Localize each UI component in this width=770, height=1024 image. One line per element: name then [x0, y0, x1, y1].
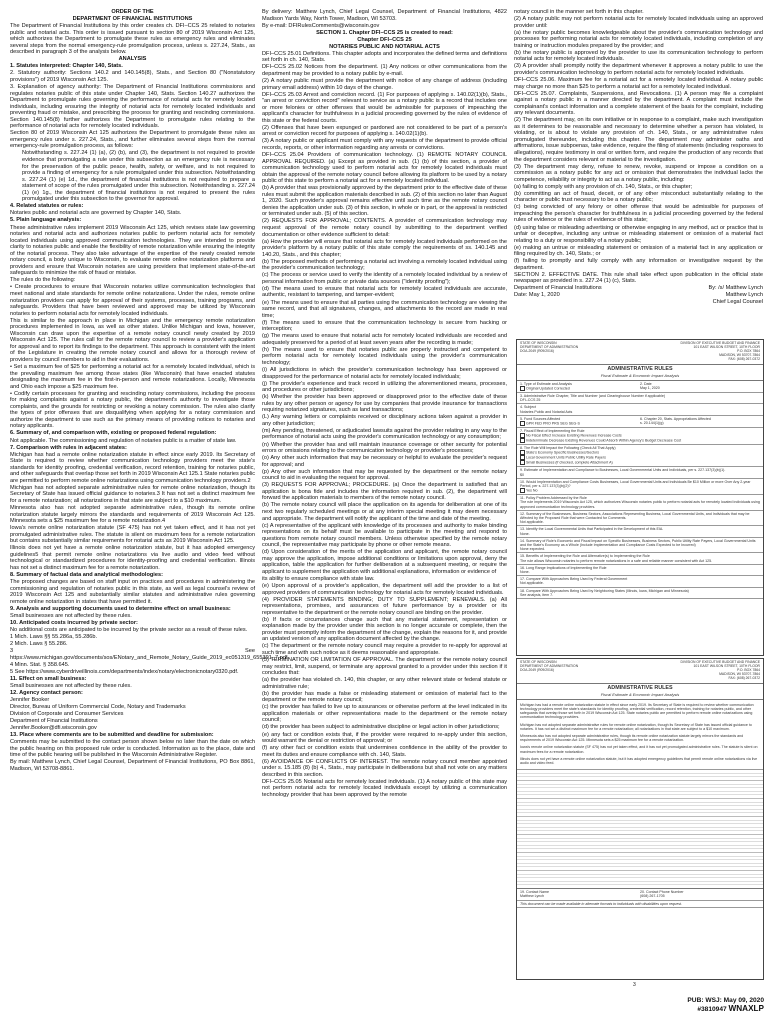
paragraph: Iowa's remote online notarization statute (SF 475) has not yet taken effect, and it has not yet promulgated administrative rules. The statute is silent on maximum fees for a remote notarization but contains substantially similar requirements for notarial acts as 2019 Wisconsin Act 125.	[10, 525, 255, 545]
form-row	[517, 511, 763, 527]
form-row	[517, 538, 763, 554]
paragraph: The proposed changes are based on staff input on practices and procedures in administering the commissioning and regulation of notaries public in this state, as well as legal counsel's review of 2019 Wisconsin Act 125 and substantially similar statutes and administrative rules governing remote online notarization in states that have permitted it.	[10, 578, 255, 605]
field-value: None.	[520, 570, 530, 575]
footnote: 3 See https://www.michigan.gov/documents/sos/ENotary_and_Remote_Notary_Guide_2019_ec051319_655391_7.pdf.	[10, 647, 289, 661]
paragraph: (3) A notary public or applicant must comply with any requests of the department to provide official records, reports, or other information regarding any arrests or convictions.	[262, 138, 507, 151]
field-label: 14. Summary of Rule's Economic and Fiscal Impact on Specific Businesses, Business Sectors, Public Utility Rate Payers, Local Governmental Units and the State's Economy as a Whole (Include Implementation and Compliance Costs Expected to be Incurred)	[520, 538, 756, 547]
section-heading: 9. Analysis and supporting documents used to determine effect on small business:	[10, 605, 231, 612]
paragraph: (c) the provider has failed to live up to assurances or otherwise perform at the level indicated in its application materials or other representations made to the department or the remote notary council;	[262, 704, 507, 724]
paragraph: (c) The process or service used to verify the identity of a remotely located individual by a review of personal information from public or private data sources ("identity proofing");	[262, 272, 507, 285]
field-label: 13. Identify the Local Governmental Units that Participated in the Development of this EIA.	[520, 527, 664, 532]
paragraph: 2. Statutory authority: Sections 140.2 and 140.145(8), Stats., and Section 80 ("Nonstatutory provisions") of 2019 Wisconsin Act 125.	[10, 70, 255, 83]
paragraph: 3. Explanation of agency authority: The Department of Financial Institutions commissions and regulates notaries public of this state under Chapter 140, Stats. Section 140.27 authorizes the Department to promulgate rules governing the performance of notarial acts for remotely located individuals, including ensuring the integrity of notarial acts for remotely located individuals and preventing fraud or mistake, and prescribing the process for granting and rescinding commissions. Section 140.145(8) further authorizes the Department to promulgate rules relating to the performance of notarial acts for remotely located individuals.	[10, 84, 255, 130]
form-row	[517, 404, 763, 415]
checkbox-icon	[520, 386, 525, 391]
paragraph: DFI–CCS 25.07. Complaints, Suspensions, and Revocations. (1) A person may file a complaint against a notary public in a manner directed by the department. A complaint must include the complainant's contact information and a complete statement of the basis for the complaint, including any relevant documents.	[514, 90, 763, 117]
section-heading: 4. Related statutes or rules:	[10, 203, 84, 210]
paragraph: (c) The department or the remote notary council may require a provider to re-apply for approval at such time and with such notice as it deems reasonable and appropriate.	[262, 643, 507, 656]
form-row	[517, 416, 763, 428]
quoted-paragraph: Notwithstanding s. 227.24 (1) (a), (2) (b), and (3), the department is not required to provide evidence that promulgating a rule under this subsection as an emergency rule is necessary for the preservation of the public peace, health, safety, or welfare, and is not required to provide a finding of emergency for a rule promulgated under this subsection. Notwithstanding s. 227.24 (1) (e) 1d., the department of financial institutions is not required to prepare a statement of scope of the rules promulgated under this subsection. Notwithstanding s. 227.24 (1) (e) 1g., the department of financial institutions is not required to present the rules promulgated under this subsection to the governor for approval.	[22, 150, 255, 203]
form-row	[517, 588, 763, 599]
paragraph: Michigan has had a remote online notarization statute in effect since early 2019. Its Secretary of State is required to review whether communication technology providers meet the state's standards for identity proofing, credential verification, record retention, training for notaries public, and other safeguards that overlap those set forth in 2019 Wisconsin Act 125.1 State notaries public are permitted to perform remote online notarizations using communication technology providers.2	[10, 451, 255, 484]
paragraph: Minnesota also has not adopted separate administrative rules, though its remote online notarization statute largely mirrors the standards and requirements of 2019 Wisconsin Act 125. Minnesota sets a $25 maximum fee for a remote notarization.4	[10, 504, 255, 525]
field-label: 7. Fiscal Effect of Implementing the Rule	[520, 428, 585, 433]
paragraph: By mail: Matthew Lynch, Chief Legal Counsel, Department of Financial Institutions, PO Box 8861, Madison, WI 53708-8861.	[10, 759, 255, 772]
field-label: 18. Compare With Approaches Being Used by Neighboring States (Illinois, Iowa, Michigan and Minnesota)	[520, 588, 689, 593]
form-row	[517, 495, 763, 511]
paragraph: (3) REQUESTS FOR APPROVAL; PROCEDURE. (a) Once the department is satisfied that an application is bona fide and includes the information required in sub. (2), the department will forward the application materials to members of the remote notary council.	[262, 482, 507, 502]
paragraph: (e) Upon approval of a provider's application, the department will add the provider to a list of approved providers of communication technology for notarial acts for remotely located individuals.	[262, 582, 507, 596]
paragraph: (2) The department may, on its own initiative or in response to a complaint, make such investigation as it determines to be reasonable and necessary to determine whether a person has violated, is violating, or is about to violate any provision of ch. 140, Stats., or any administrative rules promulgated thereunder, including this chapter. The department may administer oaths and affirmations, issue subpoenas, take evidence, require the filing of statements (including responses to allegations), require testimony in oral or written form, and require the production of any records that the department considers relevant or material to the investigation.	[514, 117, 763, 163]
contact-line: Jennifer Booker	[10, 696, 50, 703]
form-title: ADMINISTRATIVE RULES	[607, 365, 673, 372]
paragraph: (2) A notary public must provide the department with notice of any change of address (including primary email address) within 10 days of the change.	[262, 77, 507, 91]
publication-brand: WNAXLP	[728, 1004, 764, 1013]
footnote: 4 Minn. Stat. § 358.645.	[10, 661, 70, 668]
paragraph: (5) TERMINATION OR LIMITATION OF APPROVAL. The department or the remote notary council may restrict, limit, suspend, or terminate any approval granted to a provider under this section if it concludes that:	[262, 657, 507, 677]
contact-line: Division of Corporate and Consumer Services	[10, 710, 124, 717]
checkbox-icon	[520, 421, 525, 426]
paragraph: Illinois does not yet have a remote online notarization statute, but it has adopted emergency guidelines5 that permit remote online notarizations via live audio and video feed without technological or standardized procedures for identity-proofing and credential verification. Illinois has not set a distinct maximum fee for a remote notarization.	[10, 545, 255, 571]
paragraph: • Codify certain processes for granting and rescinding notary commissions, including the process for making complaints against a notary public, the department's authority to investigate those complaints, and the grounds for restricting or revoking a notary commission. The rules also clarify the types of prior offenses that are disqualifying when applying for a notary commission and authorize the department to use such as the primary means of providing notices to notaries and notary applicants.	[10, 390, 255, 430]
paragraph: (d) Upon consideration of the merits of the application and applicant, the remote notary council may approve the application, impose additional conditions or limitations upon approval, deny the application, table the application for further deliberation at a subsequent meeting, or require the applicant to supplement the application with additional explanations, information or evidence of	[262, 549, 507, 575]
order-title: ORDER OF THE	[111, 9, 154, 15]
checkbox-icon	[520, 488, 525, 493]
field-label: 2. Date	[640, 381, 652, 386]
form-subtitle: Fiscal Estimate & Economic Impact Analysis	[517, 373, 763, 381]
paragraph: (d) The means used to ensure that notarial acts for remotely located individuals are accurate, authentic, resistant to tampering, and tamper-evident;	[262, 285, 507, 299]
field-label: 10. Would Implementation and Compliance Costs Businesses, Local Governmental Units and Individuals Be $10 Million or more Over Any 2-year Period, per s. 227.137(3)(b)(2)?	[520, 479, 751, 488]
field-label: 12. Summary of the Businesses, Business Sectors, Associations Representing Business, Local Governmental Units, and Individuals that may be Affected by the Proposed Rule that were Contacted for Comments.	[520, 511, 750, 520]
signature-department: Department of Financial Institutions	[514, 285, 602, 292]
paragraph: (f) The means used to ensure that the communication technology is secure from hacking or interception;	[262, 319, 507, 333]
field-label: 6. Chapter 20, Stats. Appropriations Affected	[640, 416, 711, 421]
paragraph: (3) The department may deny, refuse to renew, revoke, suspend or impose a condition on a commission as a notary public for any act or omission that demonstrates the individual lacks the competence, reliability or integrity to act as a notary public, including:	[514, 163, 763, 183]
paragraph: (i) All jurisdictions in which the provider's communication technology has been approved or disapproved for the performance of notarial acts for remotely located individuals;	[262, 366, 507, 380]
paragraph: (6) AVOIDANCE OF CONFLICTS OF INTEREST. The remote notary council member appointed under s. 15.185 (8) (b) 4., Stats., may participate in deliberations but shall not vote on any matters described in this section.	[262, 758, 507, 778]
form-body-paragraph: Illinois does not yet have a remote online notarization statute, but it has adopted emergency guidelines that permit remote online notarizations via live audio and video feed.	[520, 756, 758, 765]
paragraph: (b) If facts or circumstances change such that any material statement, representation or explanation made by the provider under this section is no longer accurate or complete, then the provider must promptly inform the department of the change, explain the reasons for it, and provide an updated version of any application document affected by the change.	[262, 616, 508, 643]
field-value: $0	[520, 472, 524, 477]
paragraph: Not applicable. The commissioning and regulation of notaries public is a matter of state law.	[10, 437, 237, 444]
field-label: 16. Long Range Implications of Implementing the Rule	[520, 565, 607, 570]
paragraph: (b) A provider that was provisionally approved by the department prior to the effective date of these rules must submit the application materials described in sub. (2) of this section no later than August 1, 2020. Such provider's approval remains effective until such time as the remote notary council denies the application under sub. (3) of this section, in whole or in part, or the approval is restricted or terminated under sub. (5) of this section.	[262, 185, 508, 218]
field-label: 20. Contact Phone Number	[640, 890, 684, 895]
section-heading: 12. Agency contact person:	[10, 689, 83, 696]
field-label: 5. Fund Sources Affected	[520, 416, 561, 421]
field-value: See analysis, item 7.	[520, 592, 554, 597]
paragraph: (f) any other fact or condition exists that undermines confidence in the ability of the provider to meet its duties and ensure compliance with ch. 140, Stats.	[262, 745, 507, 758]
checkbox-icon	[520, 460, 525, 465]
paragraph: Section 80 of 2019 Wisconsin Act 125 authorizes the Department to promulgate these rules as emergency rules under s. 227.24, Stats., and further eliminates several steps from the normal emergency-rule promulgation process, as follows:	[10, 130, 255, 150]
field-value: Notaries Public and Notarial Acts	[520, 409, 573, 414]
field-value: (608) 267-1705	[640, 894, 665, 899]
paragraph: (a) the provider has violated ch. 140, this chapter, or any other relevant state or federal statute or administrative rule;	[262, 677, 507, 690]
paragraph: The rules do the following:	[10, 277, 76, 284]
paragraph: (e) making an untrue or misleading statement or omission of a material fact in any application or filing required by ch. 140, Stats.; or	[514, 244, 763, 258]
form-body-paragraph: Iowa's remote online notarization statute (SF 475) has not yet taken effect, and it has not yet promulgated administrative rules. The statute is silent on maximum fees for a remote notarization.	[520, 745, 758, 754]
form-body-paragraph: Michigan has not adopted separate administrative rules for remote online notarization, though its Secretary of State has issued official guidance to notaries. It has not set a distinct maximum fee for a remote notarization; all notarizations in that state are subject to a $10 maximum.	[520, 722, 752, 731]
field-label: 15. Benefits of Implementing the Rule and Alternative(s) to Implementing the Rule	[520, 554, 650, 559]
form-body	[517, 700, 763, 770]
section-heading: 5. Plain language analysis:	[10, 217, 82, 224]
form-header	[517, 659, 763, 684]
paragraph: (3) A provider shall promptly notify the department whenever it approves a notary public to use the provider's communication technology to perform notarial acts for remotely located individuals.	[514, 63, 763, 76]
paragraph: SECTION 2. EFFECTIVE DATE. This rule shall take effect upon publication in the official state newspaper as provided in s. 227.24 (1) (c), Stats.	[514, 271, 763, 285]
field-label: 3. Administrative Rule Chapter, Title and Number (and Clearinghouse Number if applicable)	[520, 393, 666, 398]
chapter-heading: Chapter DFI–CCS 25	[357, 36, 412, 43]
paragraph: (2) REQUESTS FOR APPROVAL; CONTENTS. A provider of communication technology may request approval of the remote notary council by submitting to the department verified documentation or other evidence sufficient to detail:	[262, 218, 507, 238]
publication-footer	[640, 997, 764, 1014]
form-note: This document can be made available in alternate formats to individuals with disabilities upon request.	[517, 901, 763, 908]
form-row	[517, 381, 763, 393]
contact-line: Department of Financial Institutions	[10, 717, 98, 724]
form-header-left: STATE OF WISCONSIN DEPARTMENT OF ADMINISTRATION DOA-2049 (R09/2016)	[520, 660, 579, 672]
paragraph: DFI–CCS 25.03 Arrest and conviction record. (1) For purposes of applying s. 140.02(1)(b), Stats., "an arrest or conviction record" relevant to service as a notary public is a record that includes one or more felonies or other offenses that would be admissible for purposes of impeaching the applicant's character for truthfulness in a judicial proceeding governed by the rules of evidence of this state or the federal courts.	[262, 91, 507, 124]
section-heading: 11. Effect on small business:	[10, 675, 87, 682]
form-row	[517, 553, 763, 564]
field-value: No Fiscal Effect Increase Existing Revenues Increase Costs	[526, 433, 622, 438]
field-value: Small Businesses (if checked, complete Attachment A)	[526, 460, 613, 465]
field-label: 8. The Rule Will Impact the Following (Check All That Apply)	[520, 446, 616, 451]
footnote: 5 See https://www.cyberdriveillinois.com/departments/index/notary/electronicnotary0320.pdf.	[10, 668, 239, 675]
paragraph: (c) being convicted of any felony or other offense that would be admissible for purposes of impeaching the person's character for truthfulness in a judicial proceeding governed by the federal rules of evidence or the rules of evidence of this state;	[514, 204, 763, 224]
publication-line: PUB: WSJ: May 09, 2020	[687, 997, 764, 1004]
paragraph: DFI–CCS 25.02 Notices from the department. (1) Any notices or other communications from the department may be provided to a notary public by e-mail.	[262, 64, 507, 77]
field-value: Local Government Units Public Utility Rate Payers	[526, 455, 606, 460]
field-value: The rule allows Wisconsin notaries to perform remote notarizations in a safe and reliable manner consistent with Act 125.	[520, 558, 713, 563]
paragraph: DFI–CCS 25.05 Notarial acts for remotely located individuals. (1) A notary public of this state may not perform notarial acts for remotely located individuals except by utilizing a communication technology provider that has been approved by the remote	[262, 778, 507, 798]
field-value: Matthew Lynch	[520, 894, 545, 899]
paragraph: These administrative rules implement 2019 Wisconsin Act 125, which revises state law governing notaries and notarial acts and authorizes notaries public to perform notarial acts for remotely located individuals using approved communication technologies. They are intended to provide clarity to notaries public and enable the flexibility of remote notarization while ensuring the integrity of the notarial process. They also take advantage of the expertise of the newly created remote notary council, a body unique to Wisconsin, to evaluate remote online notarization platforms and providers and ensure that Wisconsin notaries are using providers that implement state-of-the-art safeguards to minimize the risk of fraud or mistake.	[10, 224, 255, 277]
form-row	[517, 428, 763, 445]
paragraph: (o) Any other such information that may be necessary or helpful to evaluate the provider's request for approval; and	[262, 455, 507, 468]
intro-paragraph: The Department of Financial Institutions by this order creates ch. DFI–CCS 25 related to notaries public and notarial acts. This order is issued pursuant to section 80 of 2019 Wisconsin Act 125, which authorizes the Department to promulgate these rules as emergency rules and eliminates several steps from the normal emergency-rule promulgation process, unless s. 227.24, Stats., as described in paragraph 3 of the analysis below.	[10, 23, 255, 56]
contact-email: Jennifer.Booker@dfi.wisconsin.gov	[10, 724, 97, 731]
paragraph: (j) The provider's experience and track record in utilizing the aforementioned means, processes, and procedures or other jurisdictions;	[262, 380, 507, 394]
paragraph: notary council in the manner set forth in this chapter.	[514, 9, 644, 15]
field-value: None.	[520, 531, 530, 536]
paragraph: (b) the notary public is approved by the provider to use its communication technology to perform notarial acts for remotely located individuals.	[514, 49, 763, 63]
section-heading: 6. Summary of, and comparison with, existing or proposed federal regulation:	[10, 430, 217, 437]
signature-date: Date: May 1, 2020	[514, 291, 560, 298]
paragraph: (2) A notary public may not perform notarial acts for remotely located individuals using an approved provider until:	[514, 16, 763, 29]
field-value: Original Updated Corrected	[526, 386, 570, 391]
paragraph: DFI–CCS 25.01 Definitions. This chapter adopts and incorporates the defined terms and definitions set forth in ch. 140, Stats.	[262, 50, 507, 64]
paragraph: By delivery: Matthew Lynch, Chief Legal Counsel, Department of Financial Institutions, 4822 Madison Yards Way, North Tower, Madison, WI 53703.	[262, 9, 507, 22]
paragraph: (d) using false or misleading advertising or otherwise engaging in any method, act or practice that is unfair or deceptive, including any untrue or misleading statement or omission of a material fact relating to a duty or responsibility of a notary public;	[514, 224, 763, 244]
field-value: May 1, 2020	[640, 385, 660, 390]
paragraph: (b) committing an act of fraud, deceit, or of any other misconduct substantially relating to the character or public trust necessary to be a notary public;	[514, 190, 763, 204]
section-heading: SECTION 1. Chapter DFI–CCS 25 is created to read:	[316, 29, 453, 36]
field-value: s. 20.144(1)(g)	[640, 420, 664, 425]
paragraph: (n) Whether the provider has and will maintain insurance coverage or other security for potential errors or omissions relating to the communication technology or provider's processes;	[262, 441, 507, 455]
form-blank-area	[517, 770, 763, 888]
section-heading: 8. Summary of factual data and analytical methodologies:	[10, 571, 163, 578]
form-subtitle: Fiscal Estimate & Economic Impact Analysis	[517, 692, 763, 700]
paragraph: (f) failing to promptly and fully comply with any information or investigative request by the department.	[514, 258, 763, 271]
paragraph: No additional costs are anticipated to be incurred by the private sector as a result of these rules.	[10, 626, 248, 633]
form-header-right: DIVISION OF EXECUTIVE BUDGET AND FINANCE 101 EAST WILSON STREET, 10TH FLOOR P.O. BOX 7864 MADISON, WI 53707-7864 FAX: (608) 267-0372	[680, 660, 760, 680]
section-heading: 7. Comparison with rules in adjacent states:	[10, 444, 127, 451]
form-body-paragraph: Michigan has had a remote online notarization statute in effect since early 2019. Its Secretary of State is required to review whether communication technology providers meet the state's standards for identity proofing, credential verification, record retention, training for notaries public, and other safeguards that overlap those set forth in 2019 Wisconsin Act 125. State notaries public are permitted to perform remote online notarizations using communication technology providers.	[520, 702, 754, 720]
form-body-paragraph: Minnesota also has not adopted separate administrative rules, though its remote online notarization statute largely mirrors the standards and requirements of 2019 Wisconsin Act 125. Minnesota sets a $25 maximum fee for a remote notarization.	[520, 733, 744, 743]
column-2	[262, 9, 507, 1013]
form-row	[517, 576, 763, 587]
paragraph: (b) The proposed methods of performing a notarial act involving a remotely located individual using the provider's communication technology;	[262, 258, 507, 272]
paragraph: its ability to ensure compliance with state law.	[262, 575, 375, 582]
checkbox-icon	[520, 438, 525, 443]
form-header-right: DIVISION OF EXECUTIVE BUDGET AND FINANCE 101 EAST WILSON STREET, 10TH FLOOR P.O. BOX 7864 MADISON, WI 53707-7864 FAX: (608) 267-0372	[680, 341, 760, 361]
form-row	[517, 445, 763, 467]
paragraph: Small businesses are not affected by these rules.	[10, 612, 132, 619]
paragraph: Notaries public and notarial acts are governed by Chapter 140, Stats.	[10, 210, 182, 217]
fiscal-estimate-form-page-2	[516, 658, 764, 980]
paragraph: (a) failing to comply with any provision of ch. 140, Stats., or this chapter;	[514, 183, 693, 190]
field-value: DFI–CCS 25	[520, 398, 541, 403]
paragraph: (2) Offenses that have been expunged or pardoned are not considered to be part of a person's arrest or conviction record for purposes of applying s. 140.02(1)(b).	[262, 124, 507, 138]
paragraph: (d) the provider has been subject to administrative discipline or legal action in other jurisdictions;	[262, 724, 500, 731]
paragraph: Small businesses are not affected by these rules.	[10, 682, 132, 689]
paragraph: (4) PROVIDER STATEMENTS BINDING; DUTY TO SUPPLEMENT; RENEWALS. (a) All representations, promises, and assurances of future performance by a provider or its representative to the department or the remote notary council are binding on the provider.	[262, 596, 507, 616]
paragraph: (a) the notary public becomes knowledgeable about the provider's communication technology and processes for performing notarial acts for remotely located individuals, including completion of any training or instruction modules prepared by the provider; and	[514, 29, 763, 49]
paragraph: DFI–CCS 25.04 Providers of communication technology. (1) REMOTE NOTARY COUNCIL APPROVAL REQUIRED. (a) Except as provided in sub. (1) (b) of this section, a provider of communication technology used to perform notarial acts for remotely located individuals must obtain the approval of the remote notary council before allowing its platform to be used by a notary public of this state to perform a notarial act for a remotely located individual.	[262, 151, 507, 185]
signature-row	[514, 299, 763, 306]
analysis-heading: ANALYSIS	[118, 56, 147, 63]
column-1	[10, 9, 289, 1013]
form-header	[517, 340, 763, 365]
field-label: 19. Contact Name	[520, 890, 549, 895]
paragraph: (e) The means used to ensure that all parties using the communication technology are viewing the same record, and that all signatures, changes, and attachments to the record are made in real time;	[262, 299, 507, 319]
signature-name: Matthew Lynch	[725, 291, 763, 298]
contact-line: Director, Bureau of Uniform Commercial Code, Notary and Trademarks	[10, 703, 186, 710]
paragraph: (L) Any warning letters or complaints received or disciplinary actions taken against a provider in any other jurisdiction;	[262, 414, 507, 427]
signature-title: Chief Legal Counsel	[712, 298, 763, 305]
field-value: State's Economy Specific Businesses/Sectors	[526, 450, 599, 455]
field-label: 11. Policy Problem Addressed by the Rule	[520, 496, 587, 501]
field-value: GPR FED PRO PRS SEG SEG-S	[526, 421, 580, 426]
paragraph: Comments may be submitted to the contact person shown below no later than the date on which the public hearing on this proposed rule order is conducted. Information as to the place, date and time of the public hearing will be published in the Wisconsin Administrative Register.	[10, 739, 255, 759]
form-row	[517, 565, 763, 576]
section-heading: 10. Anticipated costs incurred by private sector:	[10, 619, 138, 626]
field-value: Not applicable.	[520, 581, 544, 586]
signature-by: By: /s/ Matthew Lynch	[708, 285, 763, 292]
paragraph: Michigan has not adopted separate administrative rules for remote online notarization, though its Secretary of State has issued official guidance to notaries.3 It has not set a distinct maximum fee for a remote notarization; all notarizations in that state are subject to a $10 maximum.	[10, 484, 255, 504]
field-value: Yes No	[526, 488, 538, 493]
order-subtitle: DEPARTMENT OF FINANCIAL INSTITUTIONS	[72, 16, 193, 23]
form-title: ADMINISTRATIVE RULES	[607, 684, 673, 691]
fiscal-estimate-form-page-1	[516, 339, 764, 656]
field-label: 17. Compare With Approaches Being Used by Federal Government	[520, 577, 628, 582]
chapter-title: NOTARIES PUBLIC AND NOTARIAL ACTS	[329, 43, 440, 50]
field-value: None expected.	[520, 547, 546, 552]
paragraph: • Set a maximum fee of $25 for performing a notarial act for a remotely located individual, which is the prevailing maximum fee among those states (like Wisconsin) that have enacted statutes designating the maximum fee in the first-in-person and remote notarizations. Locally, Minnesota and Ohio each impose a $25 maximum fee.	[10, 363, 255, 390]
section-heading: 13. Place where comments are to be submitted and deadline for submission:	[10, 732, 214, 739]
paragraph: (b) the provider has made a false or misleading statement or omission of material fact to the department or the remote notary council;	[262, 690, 507, 704]
paragraph: 1. Statutes interpreted: Chapter 140, Stats.	[10, 63, 123, 70]
paragraph: (g) The means used to ensure that notarial acts for remotely located individuals are recorded and adequately preserved for a period of at least seven years after the recording is made;	[262, 333, 507, 346]
paragraph: (h) The means used to ensure that notaries public are properly instructed and competent to perform notarial acts for remotely located individuals using the provider's communication technology;	[262, 346, 507, 366]
form-row	[517, 467, 763, 478]
paragraph: (p) Any other such information that may be requested by the department or the remote notary council to aid in evaluating the request for approval.	[262, 468, 507, 482]
paragraph: (a) How the provider will ensure that notarial acts for remotely located individuals performed on the provider's platform by a notary public of this state comply the requirements of ss. 140.145 and 140.20, Stats., and this chapter;	[262, 238, 507, 258]
form-contact-row	[517, 888, 763, 900]
form-row	[517, 479, 763, 495]
checkbox-group	[520, 386, 640, 391]
field-label: 1. Type of Estimate and Analysis	[520, 381, 572, 386]
form-row	[517, 393, 763, 404]
field-label: 4. Subject	[520, 405, 536, 410]
paragraph: DFI–CCS 25.06. Maximum fee for a notarial act for a remotely located individual. A notary public may charge no more than $25 to perform a notarial act for a remotely located individual.	[514, 76, 763, 90]
paragraph: (c) A representative of the applicant with knowledge of its processes and authority to make binding representations on its behalf must be available to participate in the meeting and respond to questions from remote notary council members. Unless otherwise specified by the remote notary council, the representative may participate by phone or other remote means.	[262, 522, 507, 549]
paragraph: • Create procedures to ensure that Wisconsin notaries utilize communication technologies that meet national and state standards for remote online notarizations. Under the rules, remote online notarization providers can apply for approval of their systems, processes, training programs, and safeguards. Providers that have been reviewed and approved may be utilized by Wisconsin notaries to perform notarial acts for remotely located individuals.	[10, 284, 255, 317]
paragraph: (k) Whether the provider has been approved or disapproved prior to the effective date of these rules by any other person or agency for use by companies that provide insurance for transactions requiring notarized signatures, such as land transactions;	[262, 394, 507, 414]
paragraph: This is similar to the approach in place in Michigan and the emergency remote notarization procedures implemented in Iowa, as well as other states. Unlike Michigan and Iowa, however, Wisconsin can draw upon the expertise of a remote notary council newly created by 2019 Wisconsin Act 125. The rules call for the remote notary council to review a provider's application for approval and to report its findings to the department. This approach is consistent with the intent of the Legislature in creating the remote notary council and allows for a thorough review of providers by council members to aid in their evaluations.	[10, 317, 255, 363]
paragraph: By e-mail: DFIRulesComments@wisconsin.gov	[262, 22, 380, 29]
column-3	[514, 9, 763, 344]
field-value: Indeterminate Decrease Existing Revenues Could Absorb Within Agency's Budget Decrease Cost	[526, 438, 682, 443]
paragraph: (m) Any pending, threatened, or adjudicated lawsuits against the provider relating in any way to the performance of notarial acts using the provider's communication technology or any consumption;	[262, 427, 507, 441]
form-page-number: 3	[633, 982, 636, 988]
field-value: The rule implements 2019 Wisconsin Act 125, which authorizes Wisconsin notaries public to perform notarial acts for remotely located individuals using approved communication technology providers.	[520, 500, 760, 509]
paragraph: (e) any fact or condition exists that, if the provider were required to re-apply under this section, would warrant the denial or restriction of approval; or	[262, 731, 507, 745]
footnote: 1 Mich. Laws §§ 55.286a, 55.286b.	[10, 633, 98, 640]
field-label: 9. Estimate of Implementation and Compliance to Businesses, Local Governmental Units and Individuals, per s. 227.137(3)(b)(1).	[520, 468, 726, 473]
paragraph: (b) The remote notary council will place the application on its agenda for deliberation at one of its next two regularly scheduled meetings or at any interim special meeting it may deem necessary and appropriate. The department will notify the applicant of the time and date of the meeting.	[262, 502, 507, 522]
field-value: Not applicable.	[520, 520, 544, 525]
form-row	[517, 526, 763, 537]
footnote: 2 Mich. Laws § 55.286.	[10, 640, 68, 647]
form-header-left: STATE OF WISCONSIN DEPARTMENT OF ADMINISTRATION DOA-2049 (R09/2016)	[520, 341, 579, 353]
publication-number: #3810947	[697, 1006, 727, 1013]
